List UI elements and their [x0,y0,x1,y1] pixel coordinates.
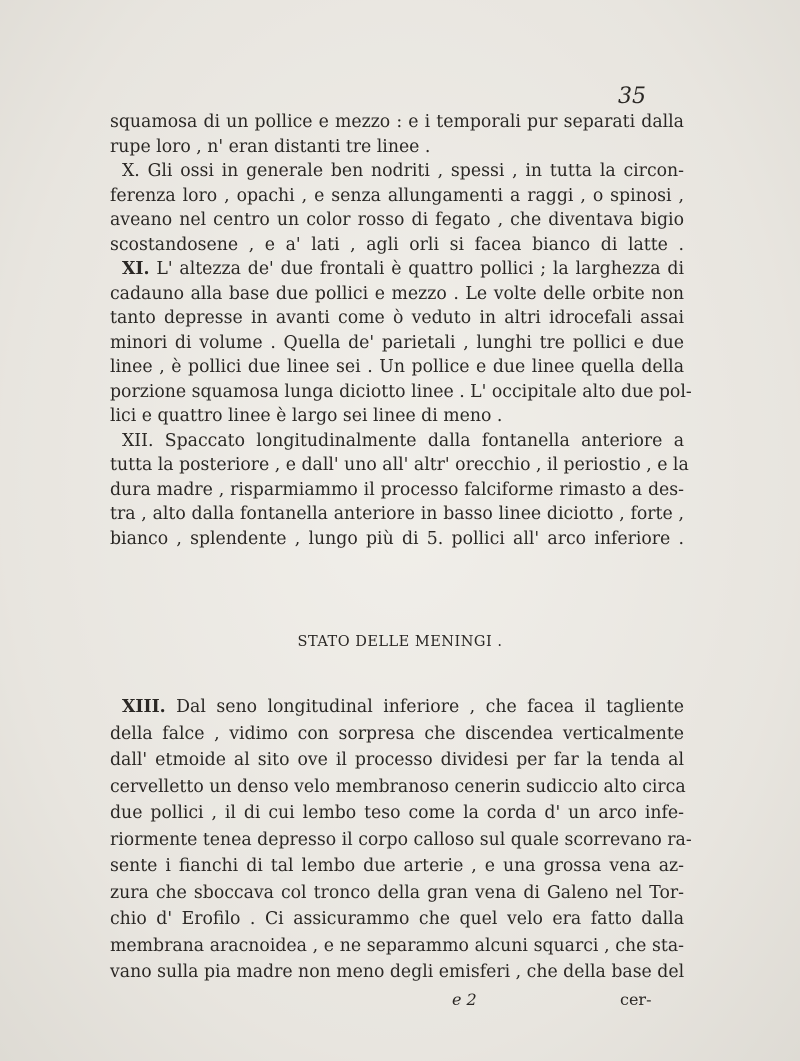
text-line: chio d' Erofilo . Ci assicurammo che quel velo era fatto dalla [110,909,684,929]
text-line: Dal seno longitudinal inferiore , che facea il tagliente [165,697,684,717]
text-line: lici e quattro linee è largo sei linee di meno . [110,406,503,426]
text-line: X. Gli ossi in generale ben nodriti , spessi , in tutta la circon- [122,161,684,181]
text-line: ferenza loro , opachi , e senza allungamenti a raggi , o spinosi , [110,185,684,206]
text-line: tanto depresse in avanti come ò veduto in altri idrocefali assai [110,308,684,328]
text-block-lower [110,694,692,986]
section-heading: STATO DELLE MENINGI . [297,634,503,650]
text-line: sente i fianchi di tal lembo due arterie , e una grossa vena az- [110,856,684,876]
text-line: cadauno alla base due pollici e mezzo . Le volte delle orbite non [110,283,684,304]
text-line: aveano nel centro un color rosso di fegato , che diventava bigio [110,210,684,230]
paragraph-number: XI. [122,259,150,279]
paragraph-xiii-first-line [110,694,684,721]
page-number: 35 [618,84,646,109]
text-line: vano sulla pia madre non meno degli emisferi , che della base del [110,962,685,982]
text-line: bianco , splendente , lungo più di 5. pollici all' arco inferiore . [110,528,684,549]
paragraph-number: XIII. [122,697,166,717]
text-line: dall' etmoide al sito ove il processo dividesi per far la tenda al [110,750,684,770]
text-line: della falce , vidimo con sorpresa che discendea verticalmente [110,723,684,744]
text-line: zura che sboccava col tronco della gran vena di Galeno nel Tor- [110,882,684,903]
text-line: riormente tenea depresso il corpo calloso sul quale scorrevano ra- [110,829,692,850]
text-line: scostandosene , e a' lati , agli orli si facea bianco di latte . [110,234,684,255]
text-line: dura madre , risparmiammo il processo falciforme rimasto a des- [110,479,684,500]
text-line: XII. Spaccato longitudinalmente dalla fontanella anteriore a [122,430,684,451]
text-line: L' altezza de' due frontali è quattro pollici ; la larghezza di [149,259,684,279]
text-line: minori di volume . Quella de' parietali , lunghi tre pollici e due [110,332,684,353]
text-line: linee , è pollici due linee sei . Un pollice e due linee quella della [110,357,684,377]
text-line: squamosa di un pollice e mezzo : e i temporali pur separati dalla [110,112,684,132]
text-line: due pollici , il di cui lembo teso come la corda d' un arco infe- [110,803,684,823]
text-line: tutta la posteriore , e dall' uno all' altr' orecchio , il periostio , e la [110,455,689,475]
paragraph-xi-first-line [110,257,684,282]
text-line: tra , alto dalla fontanella anteriore in basso linee diciotto , forte , [110,504,684,524]
text-line: membrana aracnoidea , e ne separammo alcuni squarci , che sta- [110,935,684,956]
text-line: porzione squamosa lunga diciotto linee . L' occipitale alto due pol- [110,381,692,402]
text-line: cervelletto un denso velo membranoso cenerin sudiccio alto circa [110,776,686,797]
signature-mark: e 2 [452,990,477,1009]
text-line: rupe loro , n' eran distanti tre linee . [110,136,431,157]
catchword: cer- [620,990,652,1009]
text-block-upper [110,110,692,551]
